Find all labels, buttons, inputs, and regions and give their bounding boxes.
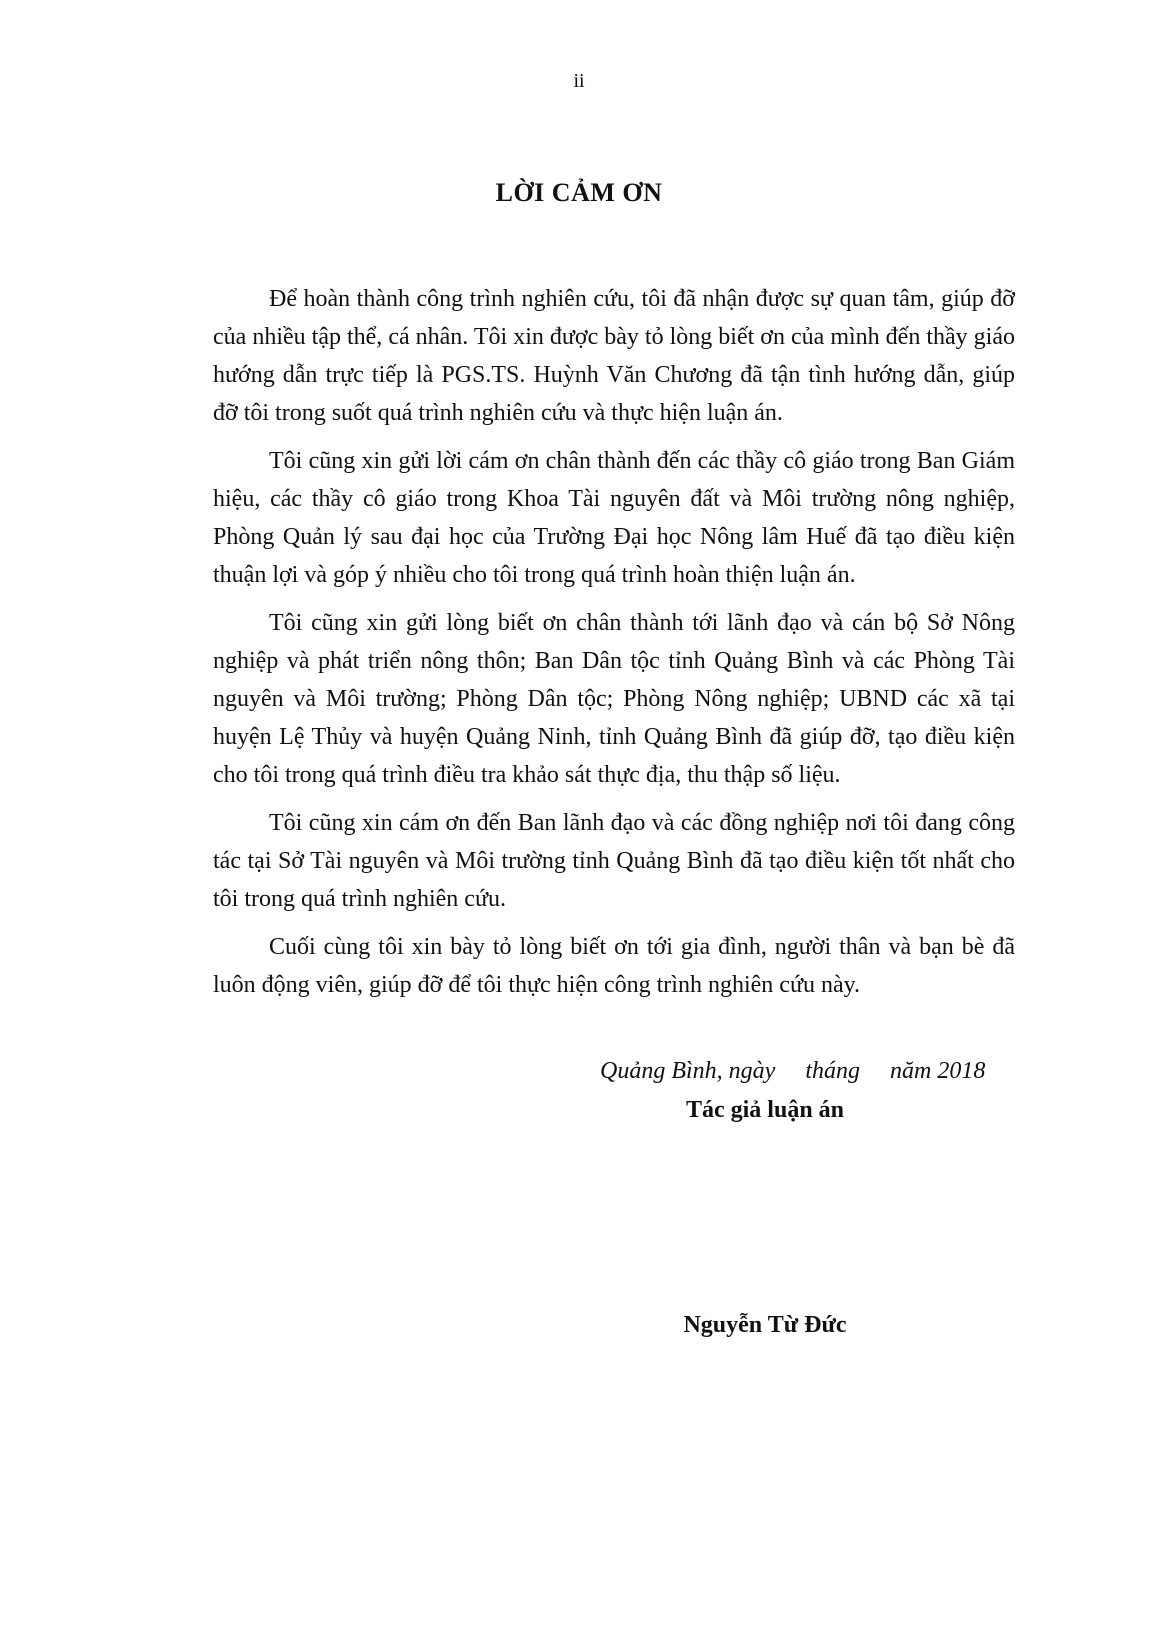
place-date-line: Quảng Bình, ngày tháng năm 2018: [600, 1058, 986, 1084]
page-title: LỜI CẢM ƠN: [495, 178, 663, 207]
paragraph-1: Để hoàn thành công trình nghiên cứu, tôi đã nhận được sự quan tâm, giúp đỡ của nhiều tập thể, cá nhân. Tôi xin được bày tỏ lòng biết ơn của mình đến thầy giáo hướng dẫn trực tiếp là PGS.TS. Huỳnh Văn Chương đã tận tình hướng dẫn, giúp đỡ tôi trong suốt quá trình nghiên cứu và thực hiện luận án.: [213, 286, 1015, 426]
paragraph-5: Cuối cùng tôi xin bày tỏ lòng biết ơn tới gia đình, người thân và bạn bè đã luôn động viên, giúp đỡ để tôi thực hiện công trình nghiên cứu này.: [213, 934, 1015, 998]
paragraph-2: Tôi cũng xin gửi lời cám ơn chân thành đến các thầy cô giáo trong Ban Giám hiệu, các thầy cô giáo trong Khoa Tài nguyên đất và Môi trường nông nghiệp, Phòng Quản lý sau đại học của Trường Đại học Nông lâm Huế đã tạo điều kiện thuận lợi và góp ý nhiều cho tôi trong quá trình hoàn thiện luận án.: [213, 448, 1015, 588]
page-number: ii: [573, 70, 585, 92]
acknowledgement-body: [213, 280, 1015, 1014]
author-label: Tác giả luận án: [685, 1097, 845, 1123]
paragraph-3: Tôi cũng xin gửi lòng biết ơn chân thành tới lãnh đạo và cán bộ Sở Nông nghiệp và phát triển nông thôn; Ban Dân tộc tỉnh Quảng Bình và các Phòng Tài nguyên và Môi trường; Phòng Dân tộc; Phòng Nông nghiệp; UBND các xã tại huyện Lệ Thủy và huyện Quảng Ninh, tỉnh Quảng Bình đã giúp đỡ, tạo điều kiện cho tôi trong quá trình điều tra khảo sát thực địa, thu thập số liệu.: [213, 610, 1015, 788]
author-name: Nguyễn Từ Đức: [683, 1312, 847, 1338]
paragraph-4: Tôi cũng xin cám ơn đến Ban lãnh đạo và các đồng nghiệp nơi tôi đang công tác tại Sở Tài nguyên và Môi trường tỉnh Quảng Bình đã tạo điều kiện tốt nhất cho tôi trong quá trình nghiên cứu.: [213, 810, 1015, 912]
